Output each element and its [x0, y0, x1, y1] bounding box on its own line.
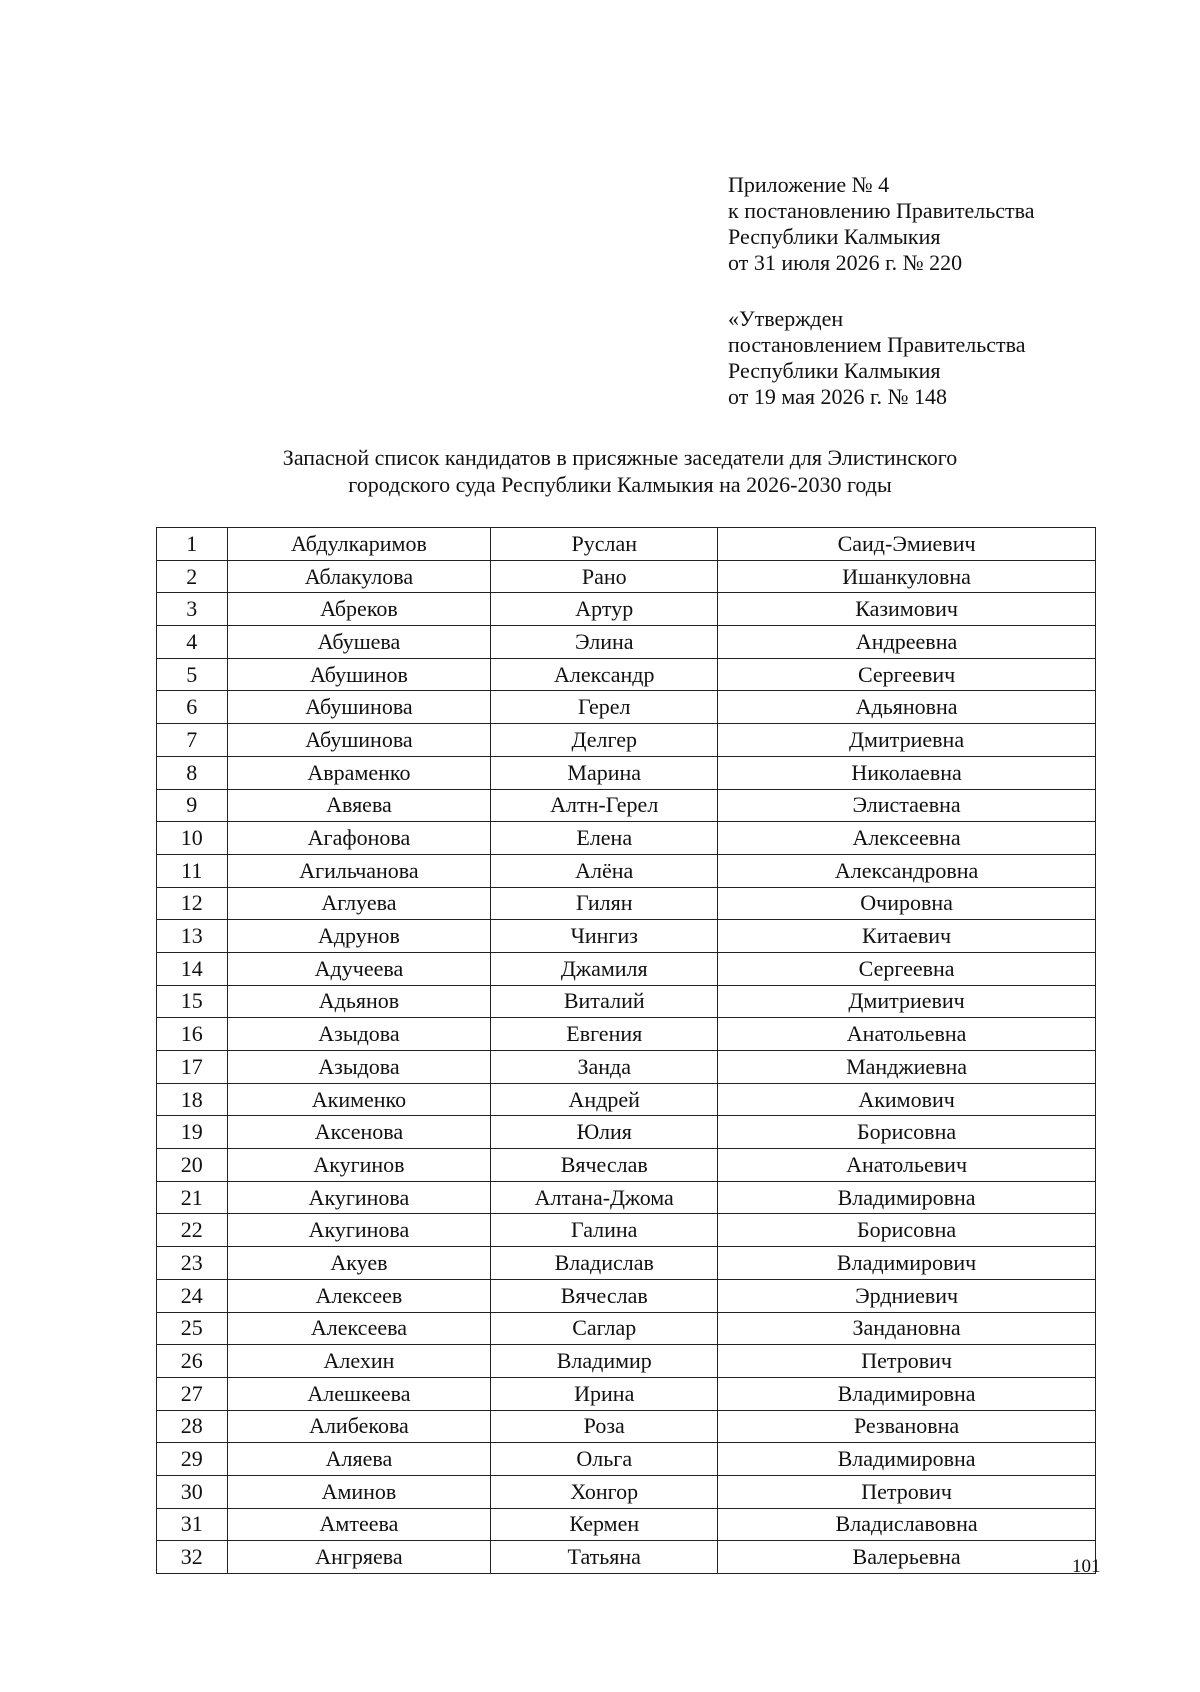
last-name-cell: Алибекова	[227, 1410, 491, 1443]
patronymic-cell: Дмитриевна	[718, 724, 1096, 757]
table-row	[157, 887, 1096, 920]
row-number-cell: 28	[157, 1410, 228, 1443]
row-number-cell: 1	[157, 528, 228, 561]
last-name-cell: Авраменко	[227, 756, 491, 789]
table-row	[157, 724, 1096, 757]
table-row	[157, 593, 1096, 626]
patronymic-cell: Адьяновна	[718, 691, 1096, 724]
last-name-cell: Аблакулова	[227, 560, 491, 593]
last-name-cell: Алехин	[227, 1345, 491, 1378]
last-name-cell: Акуев	[227, 1247, 491, 1280]
first-name-cell: Герел	[491, 691, 718, 724]
candidates-table	[156, 527, 1096, 1574]
table-row	[157, 1377, 1096, 1410]
patronymic-cell: Дмитриевич	[718, 985, 1096, 1018]
patronymic-cell: Валерьевна	[718, 1541, 1096, 1574]
last-name-cell: Аминов	[227, 1475, 491, 1508]
table-row	[157, 854, 1096, 887]
page-number: 101	[1072, 1556, 1101, 1577]
patronymic-cell: Сергеевич	[718, 658, 1096, 691]
row-number-cell: 12	[157, 887, 228, 920]
annex-line: от 31 июля 2026 г. № 220	[728, 250, 963, 275]
row-number-cell: 22	[157, 1214, 228, 1247]
patronymic-cell: Борисовна	[718, 1116, 1096, 1149]
row-number-cell: 9	[157, 789, 228, 822]
first-name-cell: Алтн-Герел	[491, 789, 718, 822]
last-name-cell: Акугинова	[227, 1214, 491, 1247]
patronymic-cell: Саид-Эмиевич	[718, 528, 1096, 561]
row-number-cell: 27	[157, 1377, 228, 1410]
first-name-cell: Занда	[491, 1051, 718, 1084]
patronymic-cell: Петрович	[718, 1345, 1096, 1378]
table-row	[157, 985, 1096, 1018]
first-name-cell: Руслан	[491, 528, 718, 561]
row-number-cell: 16	[157, 1018, 228, 1051]
table-row	[157, 1181, 1096, 1214]
first-name-cell: Юлия	[491, 1116, 718, 1149]
patronymic-cell: Зандановна	[718, 1312, 1096, 1345]
last-name-cell: Абушинова	[227, 691, 491, 724]
row-number-cell: 15	[157, 985, 228, 1018]
table-row	[157, 1508, 1096, 1541]
table-row	[157, 1345, 1096, 1378]
last-name-cell: Амтеева	[227, 1508, 491, 1541]
table-row	[157, 1018, 1096, 1051]
row-number-cell: 5	[157, 658, 228, 691]
patronymic-cell: Акимович	[718, 1083, 1096, 1116]
row-number-cell: 20	[157, 1149, 228, 1182]
last-name-cell: Авяева	[227, 789, 491, 822]
first-name-cell: Ирина	[491, 1377, 718, 1410]
first-name-cell: Владислав	[491, 1247, 718, 1280]
last-name-cell: Абушинов	[227, 658, 491, 691]
row-number-cell: 2	[157, 560, 228, 593]
table-row	[157, 1312, 1096, 1345]
table-row	[157, 1116, 1096, 1149]
patronymic-cell: Владимирович	[718, 1247, 1096, 1280]
patronymic-cell: Казимович	[718, 593, 1096, 626]
row-number-cell: 6	[157, 691, 228, 724]
table-row	[157, 1051, 1096, 1084]
title-line: Запасной список кандидатов в присяжные заседатели для Элистинского	[282, 445, 958, 470]
annex-header	[728, 172, 1034, 276]
patronymic-cell: Китаевич	[718, 920, 1096, 953]
first-name-cell: Вячеслав	[491, 1149, 718, 1182]
first-name-cell: Джамиля	[491, 952, 718, 985]
table-row	[157, 1083, 1096, 1116]
candidates-table-body	[157, 528, 1096, 1574]
first-name-cell: Гилян	[491, 887, 718, 920]
approval-line: от 19 мая 2026 г. № 148	[728, 384, 948, 409]
table-row	[157, 626, 1096, 659]
patronymic-cell: Владимировна	[718, 1181, 1096, 1214]
row-number-cell: 17	[157, 1051, 228, 1084]
row-number-cell: 4	[157, 626, 228, 659]
patronymic-cell: Анатольевна	[718, 1018, 1096, 1051]
row-number-cell: 26	[157, 1345, 228, 1378]
last-name-cell: Абушева	[227, 626, 491, 659]
first-name-cell: Татьяна	[491, 1541, 718, 1574]
first-name-cell: Вячеслав	[491, 1279, 718, 1312]
document-title	[160, 444, 1080, 498]
last-name-cell: Ангряева	[227, 1541, 491, 1574]
row-number-cell: 7	[157, 724, 228, 757]
row-number-cell: 31	[157, 1508, 228, 1541]
annex-line: Республики Калмыкия	[728, 224, 941, 249]
last-name-cell: Аглуева	[227, 887, 491, 920]
patronymic-cell: Эрдниевич	[718, 1279, 1096, 1312]
first-name-cell: Андрей	[491, 1083, 718, 1116]
table-row	[157, 1279, 1096, 1312]
first-name-cell: Рано	[491, 560, 718, 593]
table-row	[157, 756, 1096, 789]
last-name-cell: Алексеев	[227, 1279, 491, 1312]
patronymic-cell: Борисовна	[718, 1214, 1096, 1247]
patronymic-cell: Манджиевна	[718, 1051, 1096, 1084]
first-name-cell: Кермен	[491, 1508, 718, 1541]
row-number-cell: 32	[157, 1541, 228, 1574]
first-name-cell: Алтана-Джома	[491, 1181, 718, 1214]
table-row	[157, 560, 1096, 593]
last-name-cell: Адрунов	[227, 920, 491, 953]
patronymic-cell: Владимировна	[718, 1377, 1096, 1410]
last-name-cell: Азыдова	[227, 1051, 491, 1084]
approval-line: постановлением Правительства	[728, 332, 1026, 357]
row-number-cell: 14	[157, 952, 228, 985]
row-number-cell: 21	[157, 1181, 228, 1214]
first-name-cell: Елена	[491, 822, 718, 855]
table-row	[157, 952, 1096, 985]
title-line: городского суда Республики Калмыкия на 2026-2030 годы	[348, 472, 892, 497]
patronymic-cell: Петрович	[718, 1475, 1096, 1508]
first-name-cell: Чингиз	[491, 920, 718, 953]
approval-line: Республики Калмыкия	[728, 358, 941, 383]
patronymic-cell: Элистаевна	[718, 789, 1096, 822]
last-name-cell: Абдулкаримов	[227, 528, 491, 561]
row-number-cell: 25	[157, 1312, 228, 1345]
first-name-cell: Хонгор	[491, 1475, 718, 1508]
approval-header	[728, 306, 1026, 410]
patronymic-cell: Очировна	[718, 887, 1096, 920]
row-number-cell: 24	[157, 1279, 228, 1312]
patronymic-cell: Владимировна	[718, 1443, 1096, 1476]
patronymic-cell: Резвановна	[718, 1410, 1096, 1443]
table-row	[157, 691, 1096, 724]
patronymic-cell: Анатольевич	[718, 1149, 1096, 1182]
table-row	[157, 528, 1096, 561]
patronymic-cell: Алексеевна	[718, 822, 1096, 855]
first-name-cell: Роза	[491, 1410, 718, 1443]
row-number-cell: 29	[157, 1443, 228, 1476]
first-name-cell: Артур	[491, 593, 718, 626]
patronymic-cell: Владиславовна	[718, 1508, 1096, 1541]
table-row	[157, 1475, 1096, 1508]
first-name-cell: Элина	[491, 626, 718, 659]
patronymic-cell: Сергеевна	[718, 952, 1096, 985]
last-name-cell: Азыдова	[227, 1018, 491, 1051]
last-name-cell: Агильчанова	[227, 854, 491, 887]
last-name-cell: Акугинова	[227, 1181, 491, 1214]
last-name-cell: Акугинов	[227, 1149, 491, 1182]
last-name-cell: Алексеева	[227, 1312, 491, 1345]
table-row	[157, 1214, 1096, 1247]
last-name-cell: Адучеева	[227, 952, 491, 985]
row-number-cell: 18	[157, 1083, 228, 1116]
last-name-cell: Абреков	[227, 593, 491, 626]
first-name-cell: Ольга	[491, 1443, 718, 1476]
row-number-cell: 23	[157, 1247, 228, 1280]
row-number-cell: 11	[157, 854, 228, 887]
annex-line: к постановлению Правительства	[728, 198, 1035, 223]
table-row	[157, 1541, 1096, 1574]
table-row	[157, 658, 1096, 691]
first-name-cell: Виталий	[491, 985, 718, 1018]
first-name-cell: Владимир	[491, 1345, 718, 1378]
table-row	[157, 822, 1096, 855]
row-number-cell: 19	[157, 1116, 228, 1149]
first-name-cell: Алёна	[491, 854, 718, 887]
last-name-cell: Адьянов	[227, 985, 491, 1018]
row-number-cell: 10	[157, 822, 228, 855]
row-number-cell: 8	[157, 756, 228, 789]
last-name-cell: Абушинова	[227, 724, 491, 757]
table-row	[157, 789, 1096, 822]
approval-line: «Утвержден	[728, 306, 844, 331]
row-number-cell: 30	[157, 1475, 228, 1508]
patronymic-cell: Андреевна	[718, 626, 1096, 659]
last-name-cell: Аляева	[227, 1443, 491, 1476]
table-row	[157, 1443, 1096, 1476]
last-name-cell: Аксенова	[227, 1116, 491, 1149]
row-number-cell: 3	[157, 593, 228, 626]
last-name-cell: Алешкеева	[227, 1377, 491, 1410]
table-row	[157, 1247, 1096, 1280]
first-name-cell: Марина	[491, 756, 718, 789]
first-name-cell: Саглар	[491, 1312, 718, 1345]
patronymic-cell: Александровна	[718, 854, 1096, 887]
table-row	[157, 1149, 1096, 1182]
first-name-cell: Александр	[491, 658, 718, 691]
annex-line: Приложение № 4	[728, 172, 890, 197]
patronymic-cell: Николаевна	[718, 756, 1096, 789]
table-row	[157, 1410, 1096, 1443]
last-name-cell: Агафонова	[227, 822, 491, 855]
table-row	[157, 920, 1096, 953]
first-name-cell: Евгения	[491, 1018, 718, 1051]
patronymic-cell: Ишанкуловна	[718, 560, 1096, 593]
row-number-cell: 13	[157, 920, 228, 953]
last-name-cell: Акименко	[227, 1083, 491, 1116]
first-name-cell: Галина	[491, 1214, 718, 1247]
first-name-cell: Делгер	[491, 724, 718, 757]
